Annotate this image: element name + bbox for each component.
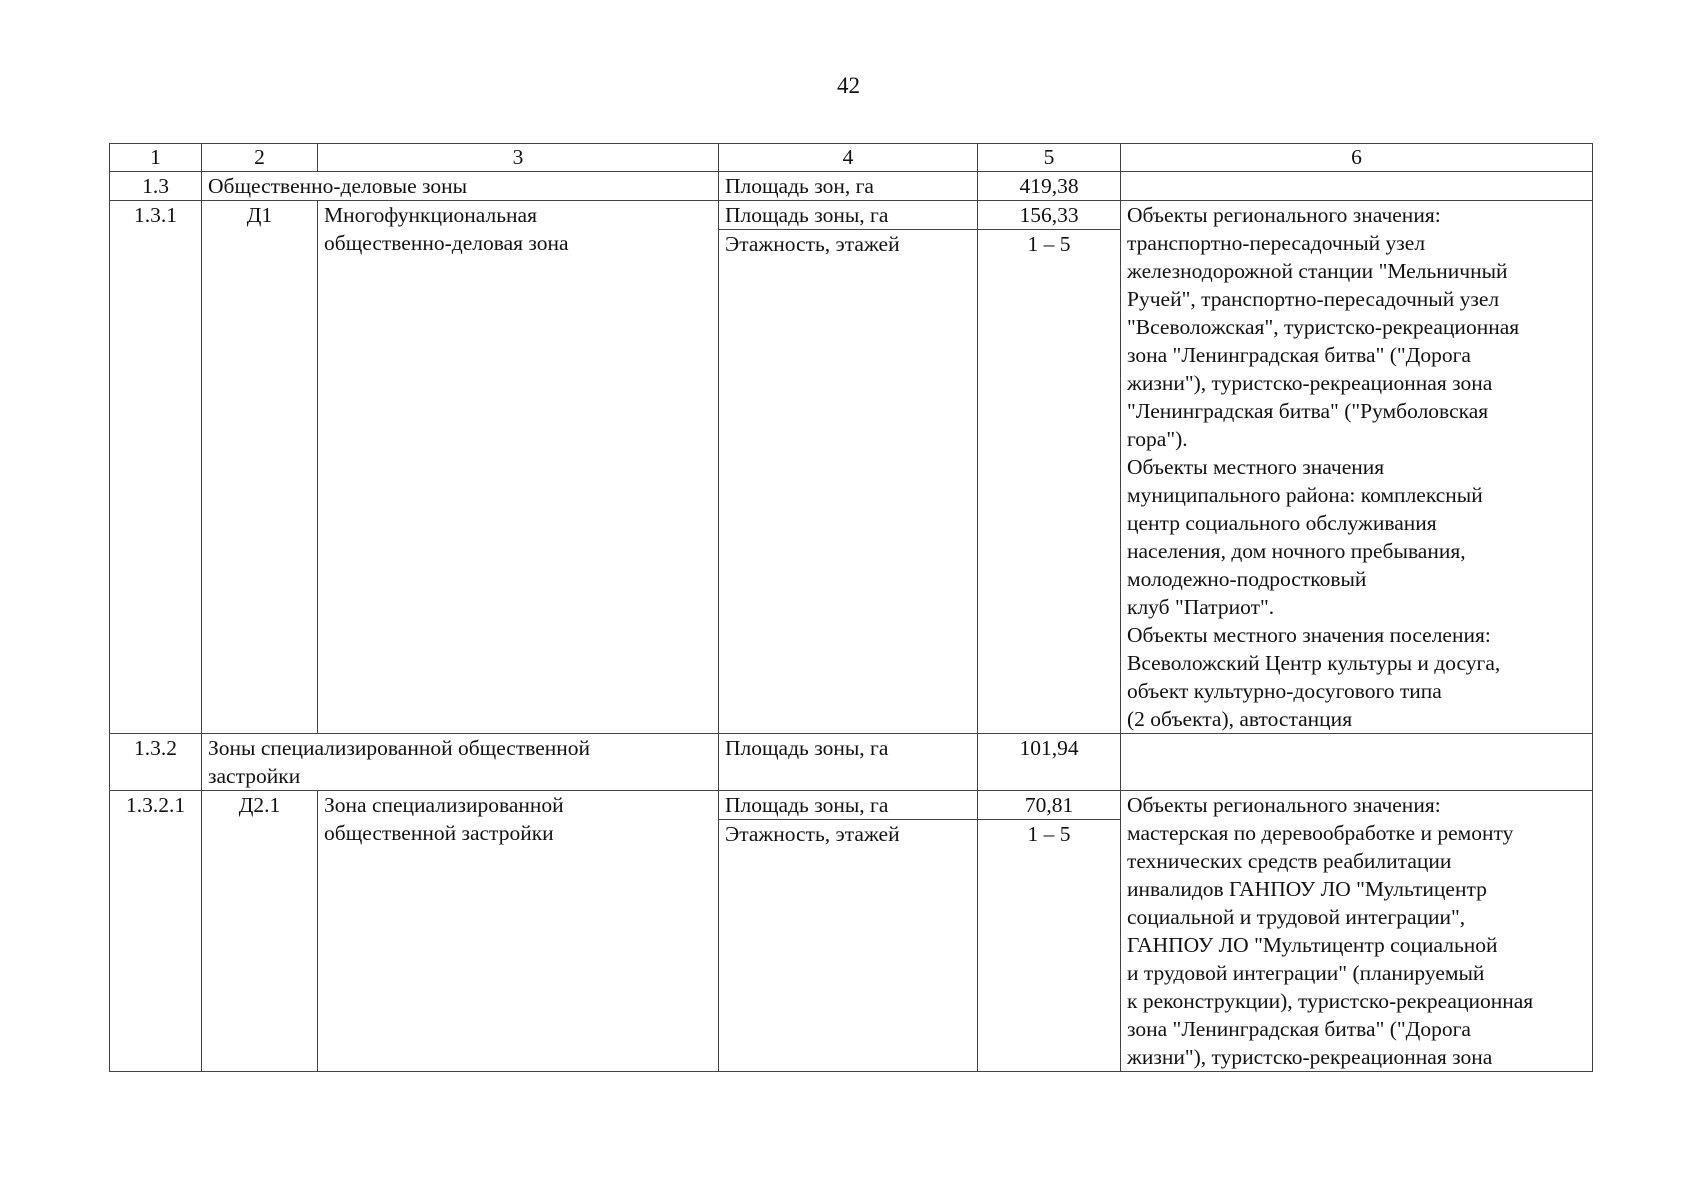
parameter-value: 101,94 <box>978 734 1121 791</box>
zone-name: Зона специализированной общественной застройки <box>318 791 719 1072</box>
parameter-name: Площадь зоны, га <box>719 791 977 820</box>
zone-name: Многофункциональная общественно-деловая зона <box>318 201 719 734</box>
row-number: 1.3.1 <box>110 201 202 734</box>
parameter-value: 419,38 <box>978 172 1121 201</box>
header-cell: 4 <box>719 144 978 172</box>
header-cell: 1 <box>110 144 202 172</box>
row-number: 1.3 <box>110 172 202 201</box>
header-cell: 2 <box>202 144 318 172</box>
table-row <box>110 172 1593 201</box>
parameter-values <box>978 791 1121 1072</box>
parameter-value: 156,33 <box>978 201 1120 230</box>
parameter-name: Этажность, этажей <box>725 232 900 256</box>
parameter-value: 1 – 5 <box>1027 232 1071 256</box>
parameter-names <box>719 791 978 1072</box>
notes-cell: Объекты регионального значения: транспортно-пересадочный узел железнодорожной станции "Мельничный Ручей", транспортно-пересадочный узел "Всеволожская", туристско-рекреационная зона "Ленинградская битва" ("Дорога жизни"), туристско-рекреационная зона "Ленинградская битва" ("Румболовская гора"). Объекты местного значения муниципального района: комплексный центр социального обслуживания населения, дом ночного пребывания, молодежно-подростковый клуб "Патриот". Объекты местного значения поселения: Всеволожский Центр культуры и досуга, объект культурно-досугового типа (2 объекта), автостанция <box>1121 201 1593 734</box>
header-cell: 5 <box>978 144 1121 172</box>
notes-cell <box>1121 734 1593 791</box>
header-cell: 6 <box>1121 144 1593 172</box>
row-number: 1.3.2 <box>110 734 202 791</box>
parameter-name: Этажность, этажей <box>725 822 900 846</box>
notes-cell: Объекты регионального значения: мастерская по деревообработке и ремонту технических средств реабилитации инвалидов ГАНПОУ ЛО "Мультицентр социальной и трудовой интеграции", ГАНПОУ ЛО "Мультицентр социальной и трудовой интеграции" (планируемый к реконструкции), туристско-рекреационная зона "Ленинградская битва" ("Дорога жизни"), туристско-рекреационная зона <box>1121 791 1593 1072</box>
header-cell: 3 <box>318 144 719 172</box>
zone-code: Д1 <box>202 201 318 734</box>
parameter-value: 1 – 5 <box>1027 822 1071 846</box>
parameter-values <box>978 201 1121 734</box>
zone-name: Зоны специализированной общественной застройки <box>202 734 719 791</box>
parameter-names <box>719 201 978 734</box>
parameter-value: 70,81 <box>978 791 1120 820</box>
zones-table <box>109 143 1593 1072</box>
table-header-row <box>110 144 1593 172</box>
table-row <box>110 201 1593 734</box>
zone-code: Д2.1 <box>202 791 318 1072</box>
zone-name: Общественно-деловые зоны <box>202 172 719 201</box>
table-row <box>110 734 1593 791</box>
table-row <box>110 791 1593 1072</box>
page-number: 42 <box>837 73 860 98</box>
row-number: 1.3.2.1 <box>110 791 202 1072</box>
parameter-name: Площадь зон, га <box>719 172 978 201</box>
parameter-name: Площадь зоны, га <box>719 201 977 230</box>
notes-cell <box>1121 172 1593 201</box>
parameter-name: Площадь зоны, га <box>719 734 978 791</box>
